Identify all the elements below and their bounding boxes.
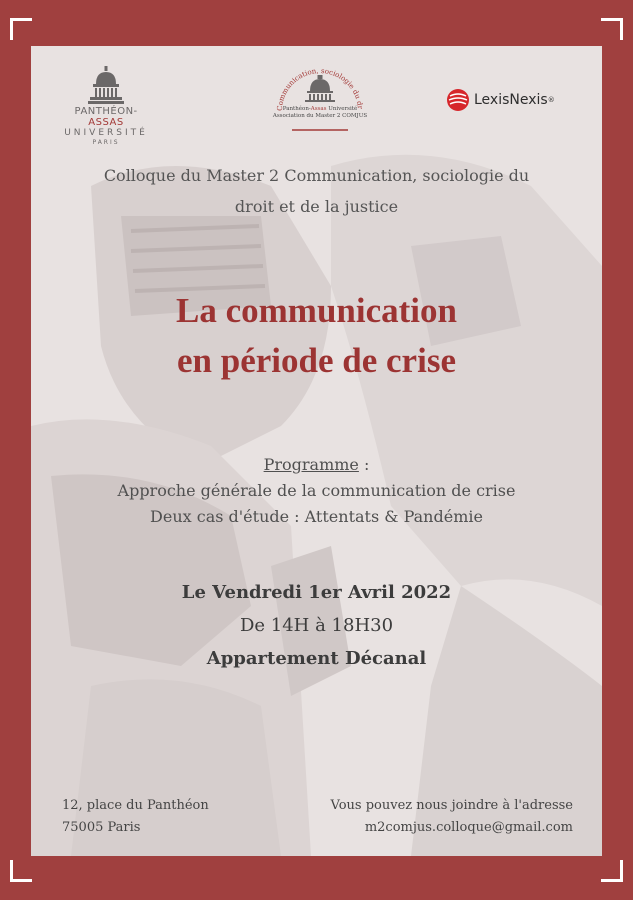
logo-left-line1: PANTHÉON-ASSAS [74,106,138,128]
corner-bracket-top-left [10,18,32,40]
corner-bracket-bottom-right [601,860,623,882]
address-line2: 75005 Paris [62,820,141,835]
logo-left-line2: UNIVERSITÉ [64,128,148,138]
postal-address [62,795,209,839]
seal-caption [270,106,370,120]
programme-heading: Programme : [263,455,370,474]
event-date: Le Vendredi 1er Avril 2022 [181,582,452,603]
title-line2: en période de crise [177,341,456,380]
subtitle-line1: Colloque du Master 2 Communication, sociologie du [103,166,530,185]
lexisnexis-logo: LexisNexis ® [446,88,555,112]
lexisnexis-wordmark: LexisNexis [474,92,548,108]
event-details [40,576,593,675]
title-line1: La communication [176,291,457,330]
comjus-association-logo [270,55,370,141]
pantheon-dome-icon [86,66,126,104]
colloque-subtitle [40,160,593,222]
contact-info [331,795,574,839]
event-time: De 14H à 18H30 [239,615,394,636]
subtitle-line2: droit et de la justice [234,197,399,216]
comjus-seal-icon [270,55,370,141]
corner-bracket-top-right [601,18,623,40]
programme-item-1: Approche générale de la communication de crise [117,481,516,500]
logo-left-line3: PARIS [92,139,120,146]
lexisnexis-sphere-icon [446,88,470,112]
programme-section [40,452,593,530]
seal-arc-text: Communication, sociologie du dr [275,66,364,112]
seal-caption-line1: Panthéon-Assas Université [282,106,358,112]
event-venue: Appartement Décanal [206,648,427,669]
contact-email: m2comjus.colloque@gmail.com [364,820,573,835]
address-line1: 12, place du Panthéon [62,798,209,813]
main-title [40,286,593,386]
corner-bracket-bottom-left [10,860,32,882]
programme-item-2: Deux cas d'étude : Attentats & Pandémie [150,507,483,526]
pantheon-assas-logo [58,66,154,147]
seal-caption-line2: Association du Master 2 COMJUS [272,113,368,119]
contact-line1: Vous pouvez nous joindre à l'adresse [330,798,573,813]
